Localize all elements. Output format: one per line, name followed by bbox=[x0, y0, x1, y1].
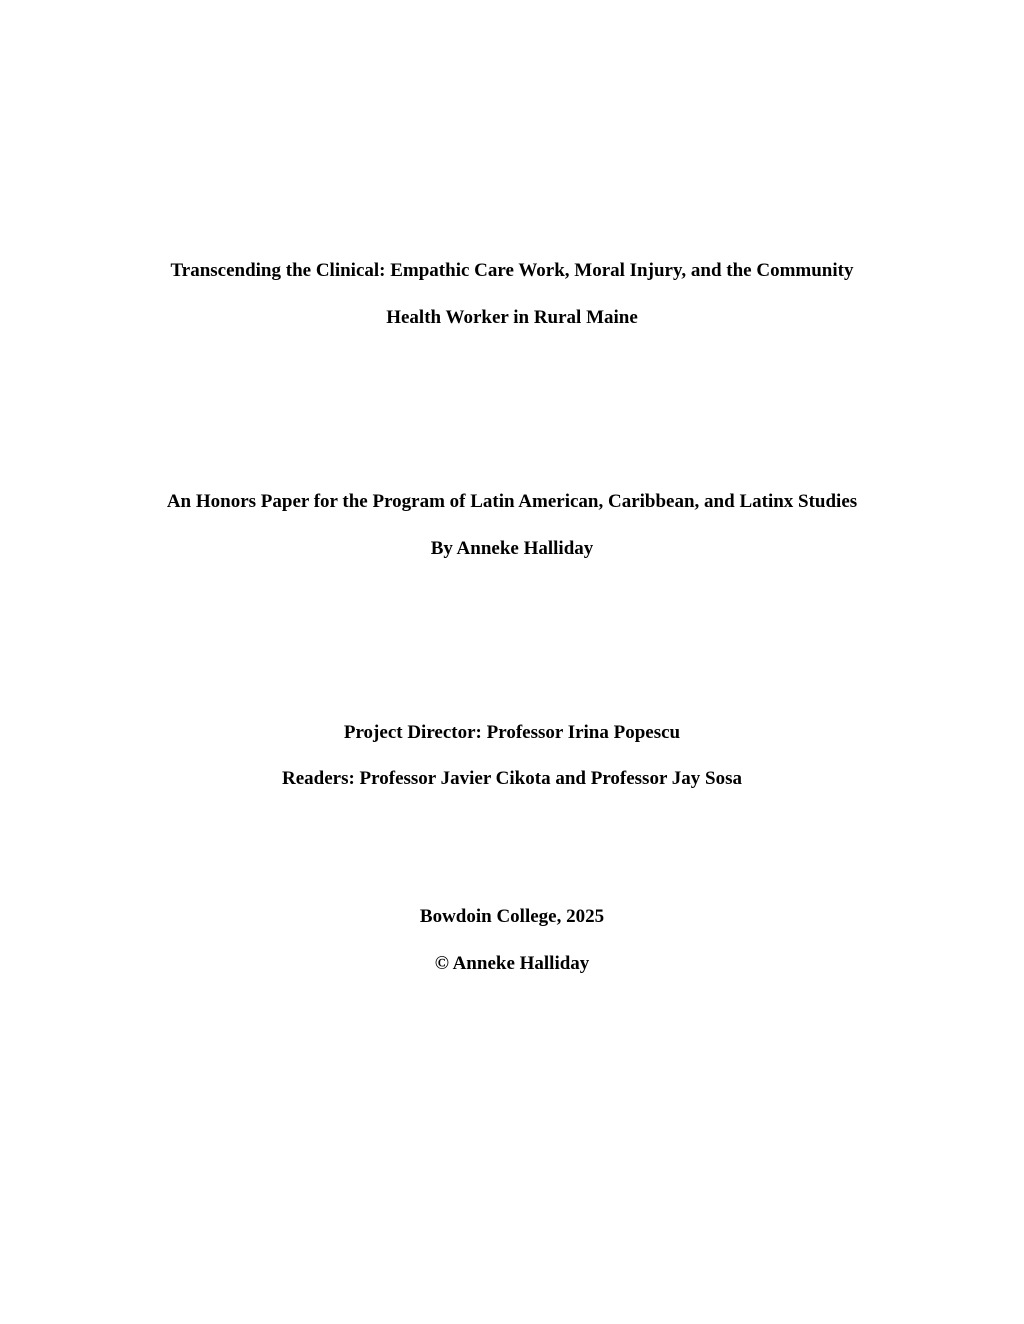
institution-year-line: Bowdoin College, 2025 bbox=[419, 906, 605, 927]
thesis-title-line-1: Transcending the Clinical: Empathic Care Work, Moral Injury, and the Community bbox=[170, 260, 854, 281]
project-director-line: Project Director: Professor Irina Popescu bbox=[343, 722, 681, 743]
honors-paper-line: An Honors Paper for the Program of Latin American, Caribbean, and Latinx Studies bbox=[166, 491, 858, 512]
readers-line: Readers: Professor Javier Cikota and Professor Jay Sosa bbox=[281, 768, 743, 789]
author-line: By Anneke Halliday bbox=[430, 538, 594, 559]
thesis-title-line-2: Health Worker in Rural Maine bbox=[386, 307, 638, 328]
copyright-line: © Anneke Halliday bbox=[434, 953, 590, 974]
